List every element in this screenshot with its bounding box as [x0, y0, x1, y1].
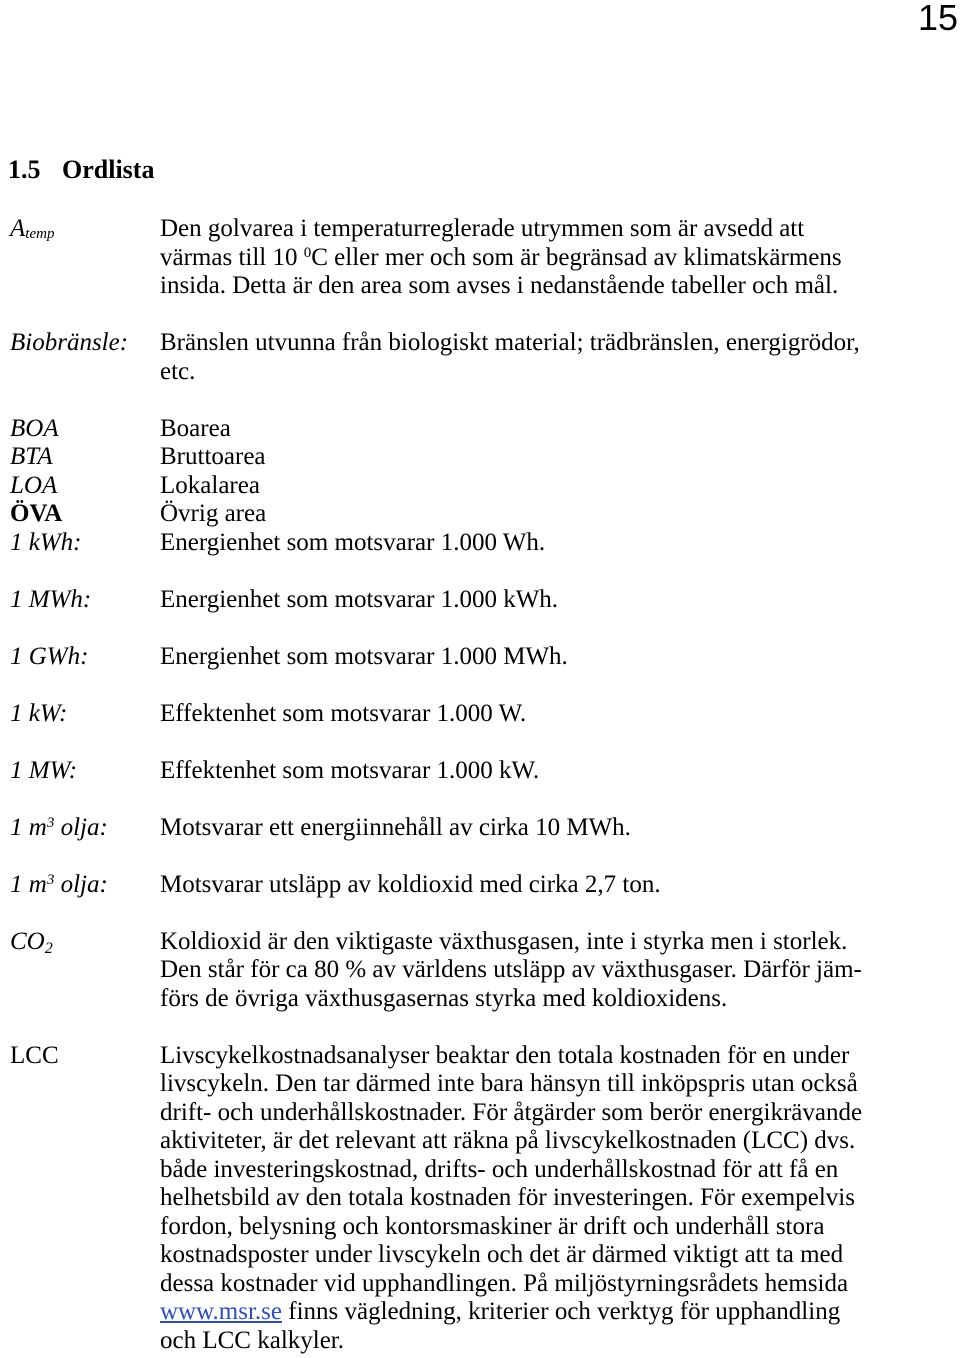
line-text: C eller mer och som är begränsad av klimatskärmens — [311, 243, 842, 271]
definition-line — [160, 1298, 960, 1327]
definition-line — [160, 244, 960, 273]
term-text: 1 m — [10, 870, 47, 898]
definition-line: Effektenhet som motsvarar 1.000 kW. — [160, 756, 540, 784]
glossary-entry-kwh — [0, 529, 960, 558]
term-bta: BTA — [10, 443, 53, 470]
term-lcc: LCC — [10, 1041, 59, 1069]
definition-line: Boarea — [160, 414, 231, 442]
term-m3-olja — [0, 871, 160, 900]
definition-line: helhetsbild av den totala kostnaden för investeringen. För exempelvis — [160, 1184, 855, 1211]
glossary-entry-co2 — [0, 928, 960, 1014]
definition-lcc — [160, 1042, 960, 1356]
section-heading — [8, 155, 154, 185]
term-m3-olja — [0, 814, 160, 843]
glossary-entry-m3-olja-co2 — [0, 871, 960, 900]
definition-line: Bruttoarea — [160, 443, 266, 470]
term-superscript: 3 — [46, 871, 55, 888]
section-title: Ordlista — [62, 155, 155, 184]
definition-line: och LCC kalkyler. — [160, 1326, 344, 1354]
page-number: 15 — [917, 0, 958, 38]
term-mwh: 1 MWh: — [10, 585, 92, 613]
definition-kwh — [160, 529, 960, 558]
line-text: finns vägledning, kriterier och verktyg för upphandling — [282, 1298, 841, 1325]
definition-mw — [160, 757, 960, 786]
glossary-entry-biobransle — [0, 329, 960, 386]
term-mw: 1 MW: — [10, 756, 78, 784]
definition-line: Energienhet som motsvarar 1.000 kWh. — [160, 585, 559, 613]
glossary-entry-gwh — [0, 643, 960, 672]
definition-line: Motsvarar utsläpp av koldioxid med cirka 2,7 ton. — [160, 870, 661, 898]
section-number: 1.5 — [8, 155, 41, 184]
definition-bta — [160, 443, 960, 472]
term-subscript: 2 — [44, 939, 53, 957]
definition-loa — [160, 472, 960, 501]
definition-line: livscykeln. Den tar därmed inte bara hänsyn till inköpspris utan också — [160, 1070, 858, 1097]
line-text: värmas till 10 — [160, 243, 304, 271]
definition-line: insida. Detta är den area som avses i nedanstående tabeller och mål. — [160, 272, 839, 299]
definition-line: Energienhet som motsvarar 1.000 Wh. — [160, 528, 546, 556]
definition-line: fordon, belysning och kontorsmaskiner är drift och underhåll stora — [160, 1212, 825, 1240]
definition-mwh — [160, 586, 960, 615]
definition-line: Effektenhet som motsvarar 1.000 W. — [160, 699, 527, 727]
definition-line: förs de övriga växthusgasernas styrka med koldioxidens. — [160, 984, 728, 1012]
definition-line: drift- och underhållskostnader. För åtgärder som berör energikrävande — [160, 1098, 863, 1126]
glossary-entry-kw — [0, 700, 960, 729]
glossary-entry-m3-olja-energy — [0, 814, 960, 843]
term-kwh: 1 kWh: — [10, 528, 82, 556]
definition-line: Motsvarar ett energiinnehåll av cirka 10 MWh. — [160, 813, 631, 841]
definition-boa — [160, 415, 960, 444]
degree-superscript: 0 — [303, 244, 312, 261]
term-text: olja: — [54, 813, 108, 841]
glossary-entry-mwh — [0, 586, 960, 615]
definition-gwh — [160, 643, 960, 672]
definition-line: Den golvarea i temperaturreglerade utrymmen som är avsedd att — [160, 215, 805, 242]
glossary-list — [0, 215, 960, 1355]
definition-line: Den står för ca 80 % av världens utsläpp av växthusgaser. Därför jäm- — [160, 956, 862, 983]
term-ova: ÖVA — [10, 500, 63, 527]
glossary-entry-mw — [0, 757, 960, 786]
glossary-entry-bta — [0, 443, 960, 472]
definition-line: kostnadsposter under livscykeln och det är därmed viktigt att ta med — [160, 1241, 844, 1268]
term-text: A — [10, 215, 26, 242]
glossary-entry-atemp — [0, 215, 960, 301]
definition-line: Bränslen utvunna från biologiskt material; trädbränslen, energigrödor, — [160, 329, 860, 356]
term-boa: BOA — [10, 414, 59, 442]
definition-line: dessa kostnader vid upphandlingen. På miljöstyrningsrådets hemsida — [160, 1269, 849, 1297]
term-text: CO — [10, 927, 45, 955]
definition-line: Övrig area — [160, 500, 267, 527]
glossary-entry-loa — [0, 472, 960, 501]
term-superscript: 3 — [46, 814, 55, 831]
term-text: olja: — [54, 870, 108, 898]
glossary-entry-ova — [0, 500, 960, 529]
term-text: 1 m — [10, 813, 47, 841]
definition-m3-olja-co2 — [160, 871, 960, 900]
definition-co2 — [160, 928, 960, 1014]
definition-line: Livscykelkostnadsanalyser beaktar den totala kostnaden för en under — [160, 1041, 850, 1069]
definition-line: Energienhet som motsvarar 1.000 MWh. — [160, 642, 568, 670]
glossary-entry-lcc — [0, 1042, 960, 1356]
term-subscript: temp — [25, 226, 55, 242]
term-loa: LOA — [10, 471, 58, 499]
term-kw: 1 kW: — [10, 699, 68, 727]
definition-line: Lokalarea — [160, 471, 260, 499]
msr-website-link[interactable]: www.msr.se — [160, 1298, 282, 1325]
definition-line: både investeringskostnad, drifts- och underhållskostnad för att få en — [160, 1155, 839, 1183]
definition-kw — [160, 700, 960, 729]
definition-line: aktiviteter, är det relevant att räkna på livscykelkostnaden (LCC) dvs. — [160, 1127, 856, 1154]
definition-ova — [160, 500, 960, 529]
definition-atemp — [160, 215, 960, 301]
glossary-entry-boa — [0, 415, 960, 444]
definition-line: Koldioxid är den viktigaste växthusgasen, inte i styrka men i storlek. — [160, 927, 848, 955]
term-gwh: 1 GWh: — [10, 642, 89, 670]
term-co2 — [0, 928, 160, 957]
definition-biobransle — [160, 329, 960, 386]
definition-line: etc. — [160, 357, 196, 385]
definition-m3-olja-energy — [160, 814, 960, 843]
term-biobransle: Biobränsle: — [10, 329, 129, 356]
term-atemp — [0, 215, 160, 244]
